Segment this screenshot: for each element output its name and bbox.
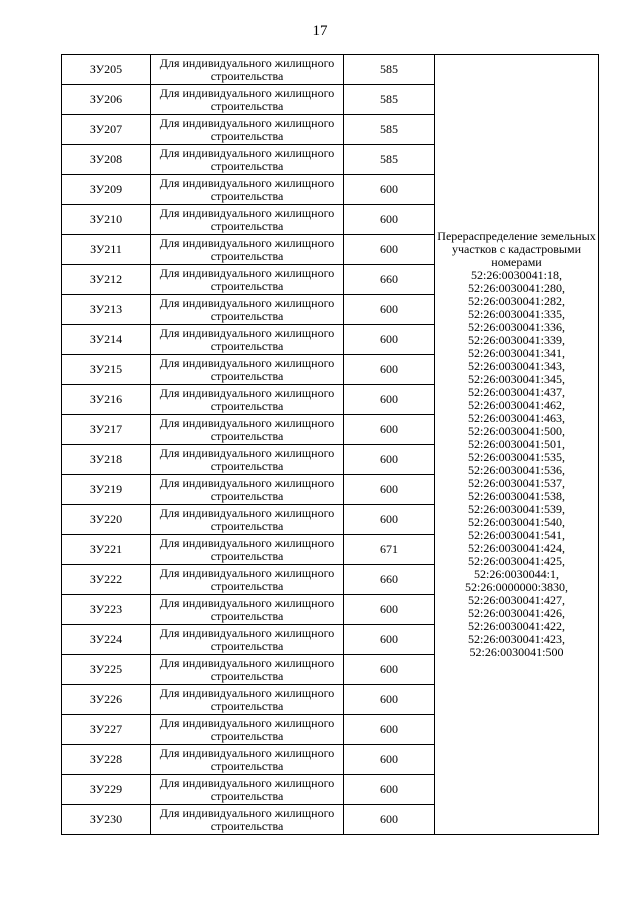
area-cell: 585 (344, 115, 435, 145)
plot-code-cell: ЗУ206 (62, 85, 151, 115)
area-cell: 600 (344, 475, 435, 505)
permitted-use-cell: Для индивидуального жилищного строительства (151, 385, 344, 415)
permitted-use-cell: Для индивидуального жилищного строительства (151, 295, 344, 325)
plot-code-cell: ЗУ217 (62, 415, 151, 445)
cadastral-number: 52:26:0030041:540, (467, 515, 565, 529)
permitted-use-cell: Для индивидуального жилищного строительства (151, 805, 344, 835)
cadastral-number: 52:26:0030041:424, (467, 541, 565, 555)
permitted-use-cell: Для индивидуального жилищного строительства (151, 625, 344, 655)
plot-code-cell: ЗУ211 (62, 235, 151, 265)
cadastral-number: 52:26:0030041:282, (467, 294, 565, 308)
table-row (62, 55, 599, 85)
permitted-use-cell: Для индивидуального жилищного строительства (151, 535, 344, 565)
cadastral-number: 52:26:0030041:335, (467, 307, 565, 321)
area-cell: 600 (344, 415, 435, 445)
plot-code-cell: ЗУ221 (62, 535, 151, 565)
plot-code-cell: ЗУ222 (62, 565, 151, 595)
cadastral-number: 52:26:0030041:500, (467, 424, 565, 438)
permitted-use-cell: Для индивидуального жилищного строительства (151, 655, 344, 685)
area-cell: 600 (344, 775, 435, 805)
area-cell: 585 (344, 145, 435, 175)
permitted-use-cell: Для индивидуального жилищного строительства (151, 475, 344, 505)
plot-code-cell: ЗУ205 (62, 55, 151, 85)
permitted-use-cell: Для индивидуального жилищного строительства (151, 85, 344, 115)
permitted-use-cell: Для индивидуального жилищного строительства (151, 325, 344, 355)
plot-code-cell: ЗУ225 (62, 655, 151, 685)
plot-code-cell: ЗУ224 (62, 625, 151, 655)
plot-code-cell: ЗУ218 (62, 445, 151, 475)
cadastral-number: 52:26:0030041:501, (467, 437, 565, 451)
cadastral-number: 52:26:0030041:339, (467, 333, 565, 347)
plot-code-cell: ЗУ216 (62, 385, 151, 415)
plot-code-cell: ЗУ219 (62, 475, 151, 505)
permitted-use-cell: Для индивидуального жилищного строительства (151, 115, 344, 145)
permitted-use-cell: Для индивидуального жилищного строительства (151, 745, 344, 775)
plot-code-cell: ЗУ220 (62, 505, 151, 535)
cadastral-number: 52:26:0030041:423, (467, 632, 565, 646)
cadastral-number: 52:26:0030044:1, (473, 567, 559, 581)
table-body (62, 55, 599, 835)
plot-code-cell: ЗУ208 (62, 145, 151, 175)
area-cell: 600 (344, 355, 435, 385)
area-cell: 671 (344, 535, 435, 565)
cadastral-number: 52:26:0030041:538, (467, 489, 565, 503)
plot-code-cell: ЗУ213 (62, 295, 151, 325)
area-cell: 600 (344, 625, 435, 655)
plot-code-cell: ЗУ226 (62, 685, 151, 715)
plot-code-cell: ЗУ214 (62, 325, 151, 355)
area-cell: 600 (344, 385, 435, 415)
plot-code-cell: ЗУ227 (62, 715, 151, 745)
area-cell: 600 (344, 505, 435, 535)
area-cell: 660 (344, 265, 435, 295)
area-cell: 600 (344, 325, 435, 355)
area-cell: 585 (344, 85, 435, 115)
redistribution-note-title: Перераспределение земельных участков с кадастровыми номерами (437, 229, 596, 269)
permitted-use-cell: Для индивидуального жилищного строительства (151, 685, 344, 715)
plot-code-cell: ЗУ215 (62, 355, 151, 385)
area-cell: 600 (344, 805, 435, 835)
cadastral-number: 52:26:0030041:463, (467, 411, 565, 425)
permitted-use-cell: Для индивидуального жилищного строительства (151, 175, 344, 205)
permitted-use-cell: Для индивидуального жилищного строительства (151, 565, 344, 595)
plot-code-cell: ЗУ212 (62, 265, 151, 295)
redistribution-note-cell (435, 55, 599, 835)
cadastral-number: 52:26:0030041:537, (467, 476, 565, 490)
cadastral-number: 52:26:0030041:500 (469, 645, 564, 659)
land-plots-table (61, 54, 599, 835)
cadastral-number: 52:26:0030041:18, (470, 268, 562, 282)
permitted-use-cell: Для индивидуального жилищного строительства (151, 265, 344, 295)
permitted-use-cell: Для индивидуального жилищного строительства (151, 235, 344, 265)
cadastral-number-list (435, 269, 598, 659)
page-number: 17 (312, 23, 328, 39)
cadastral-number: 52:26:0030041:536, (467, 463, 565, 477)
cadastral-number: 52:26:0030041:539, (467, 502, 565, 516)
cadastral-number: 52:26:0030041:437, (467, 385, 565, 399)
area-cell: 600 (344, 715, 435, 745)
cadastral-number: 52:26:0000000:3830, (464, 580, 568, 594)
cadastral-number: 52:26:0030041:462, (467, 398, 565, 412)
area-cell: 660 (344, 565, 435, 595)
area-cell: 600 (344, 205, 435, 235)
cadastral-number: 52:26:0030041:341, (467, 346, 565, 360)
cadastral-number: 52:26:0030041:345, (467, 372, 565, 386)
area-cell: 600 (344, 445, 435, 475)
cadastral-number: 52:26:0030041:425, (467, 554, 565, 568)
cadastral-number: 52:26:0030041:336, (467, 320, 565, 334)
area-cell: 600 (344, 595, 435, 625)
cadastral-number: 52:26:0030041:280, (467, 281, 565, 295)
cadastral-number: 52:26:0030041:422, (467, 619, 565, 633)
area-cell: 600 (344, 295, 435, 325)
area-cell: 600 (344, 655, 435, 685)
permitted-use-cell: Для индивидуального жилищного строительства (151, 775, 344, 805)
permitted-use-cell: Для индивидуального жилищного строительства (151, 415, 344, 445)
plot-code-cell: ЗУ223 (62, 595, 151, 625)
cadastral-number: 52:26:0030041:343, (467, 359, 565, 373)
permitted-use-cell: Для индивидуального жилищного строительства (151, 595, 344, 625)
plot-code-cell: ЗУ228 (62, 745, 151, 775)
permitted-use-cell: Для индивидуального жилищного строительства (151, 505, 344, 535)
plot-code-cell: ЗУ229 (62, 775, 151, 805)
area-cell: 585 (344, 55, 435, 85)
cadastral-number: 52:26:0030041:535, (467, 450, 565, 464)
permitted-use-cell: Для индивидуального жилищного строительства (151, 445, 344, 475)
plot-code-cell: ЗУ230 (62, 805, 151, 835)
cadastral-number: 52:26:0030041:426, (467, 606, 565, 620)
permitted-use-cell: Для индивидуального жилищного строительства (151, 55, 344, 85)
permitted-use-cell: Для индивидуального жилищного строительства (151, 355, 344, 385)
area-cell: 600 (344, 745, 435, 775)
permitted-use-cell: Для индивидуального жилищного строительства (151, 715, 344, 745)
area-cell: 600 (344, 175, 435, 205)
permitted-use-cell: Для индивидуального жилищного строительства (151, 145, 344, 175)
plot-code-cell: ЗУ207 (62, 115, 151, 145)
plot-code-cell: ЗУ210 (62, 205, 151, 235)
cadastral-number: 52:26:0030041:541, (467, 528, 565, 542)
area-cell: 600 (344, 235, 435, 265)
permitted-use-cell: Для индивидуального жилищного строительства (151, 205, 344, 235)
area-cell: 600 (344, 685, 435, 715)
plot-code-cell: ЗУ209 (62, 175, 151, 205)
cadastral-number: 52:26:0030041:427, (467, 593, 565, 607)
